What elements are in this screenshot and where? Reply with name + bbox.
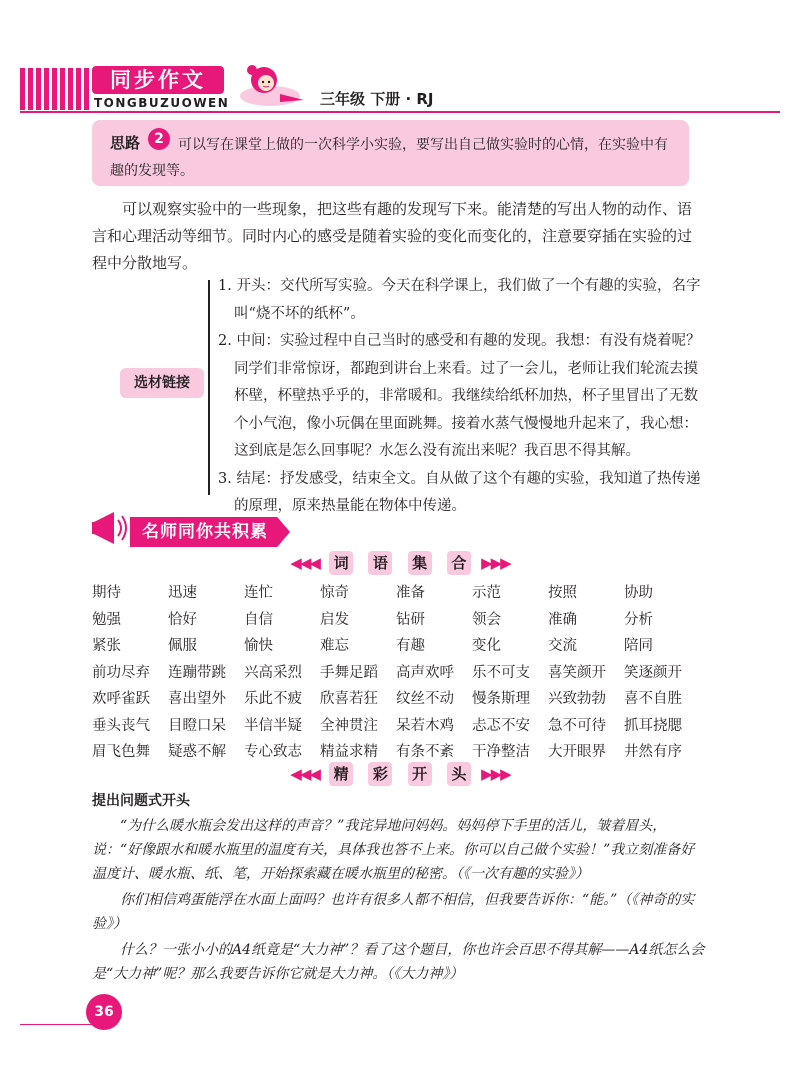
header-stripe-decoration xyxy=(20,68,90,110)
opening-paragraph: 你们相信鸡蛋能浮在水面上面吗？也许有很多人都不相信，但我要告诉你：“能。”（《神奇的实验》） xyxy=(92,892,695,932)
vocab-word: 难忘 xyxy=(320,638,349,654)
right-arrows-icon: ▶▶▶ xyxy=(481,554,510,572)
series-title: 同步作文 xyxy=(92,66,224,94)
vocab-word: 垂头丧气 xyxy=(92,717,150,734)
vocab-word: 全神贯注 xyxy=(320,717,378,734)
vocab-word: 陪同 xyxy=(624,638,653,654)
idea-text: 可以写在课堂上做的一次科学小实验，要写出自己做实验时的心情，在实验中有趣的发现等。 xyxy=(110,137,668,179)
vocab-word: 交流 xyxy=(548,638,577,654)
vocab-grid xyxy=(92,580,712,766)
vocab-word: 呆若木鸡 xyxy=(396,717,454,734)
vocab-word: 恰好 xyxy=(168,611,197,628)
left-arrows-icon: ◀◀◀ xyxy=(290,554,319,572)
vocab-word: 自信 xyxy=(244,611,273,628)
series-pinyin: TONGBUZUOWEN xyxy=(94,96,230,110)
vocab-word: 钻研 xyxy=(396,611,425,628)
vocab-word: 勉强 xyxy=(92,611,121,628)
heading-char: 词 xyxy=(329,551,353,575)
vocab-word: 乐此不疲 xyxy=(244,691,302,707)
heading-char: 开 xyxy=(408,762,432,786)
vocab-word: 连忙 xyxy=(244,585,273,601)
section-title: 名师同你共积累 xyxy=(142,522,268,542)
openings-heading xyxy=(0,762,800,786)
intro-paragraph: 可以观察实验中的一些现象，把这些有趣的发现写下来。能清楚的写出人物的动作、语言和心理活动等细节。同时内心的感受是随着实验的变化而变化的，注意要穿插在实验的过程中分散地写。 xyxy=(92,200,693,272)
vocab-word: 专心致志 xyxy=(244,744,302,760)
vocab-word: 笑逐颜开 xyxy=(624,664,682,681)
vocab-word: 喜笑颜开 xyxy=(548,664,606,681)
header-divider xyxy=(20,111,780,113)
selection-item: 2. 中间：实验过程中自己当时的感受和有趣的发现。我想：有没有烧着呢？同学们非常惊讶，都跑到讲台上来看。过了一会儿，老师让我们轮流去摸杯壁，杯壁热乎乎的，非常暖和。我继续给纸杯加热，杯子里冒出了无数个小气泡，像小玩偶在里面跳舞。接着水蒸气慢慢地升起来了，我心想：这到底是怎么回事呢？水怎么没有流出来呢？我百思不得其解。 xyxy=(218,333,701,459)
megaphone-icon xyxy=(90,506,134,550)
vocab-word: 井然有序 xyxy=(624,744,682,760)
vocab-word: 领会 xyxy=(472,611,501,628)
vocab-word: 有条不紊 xyxy=(396,744,454,760)
page-number: 36 xyxy=(86,994,122,1030)
vocab-heading xyxy=(0,551,800,575)
opening-paragraph: 什么？一张小小的A4纸竟是“大力神”？看了这个题目，你也许会百思不得其解——A4纸怎么会是“大力神”呢？那么我要告诉你它就是大力神。（《大力神》） xyxy=(92,942,705,982)
vocab-row xyxy=(92,633,712,660)
vocab-word: 忐忑不安 xyxy=(472,717,530,734)
heading-char: 头 xyxy=(447,762,471,786)
vocab-word: 急不可待 xyxy=(548,717,606,734)
vocab-word: 有趣 xyxy=(396,638,425,654)
vocab-word: 协助 xyxy=(624,585,653,601)
vocab-word: 示范 xyxy=(472,585,501,601)
vocab-word: 疑惑不解 xyxy=(168,744,226,760)
right-arrows-icon: ▶▶▶ xyxy=(481,765,510,783)
selection-brace xyxy=(208,280,218,495)
vocab-word: 眉飞色舞 xyxy=(92,744,150,760)
vocab-row xyxy=(92,686,712,713)
vocab-word: 紧张 xyxy=(92,638,121,654)
selection-item: 3. 结尾：抒发感受，结束全文。自从做了这个有趣的实验，我知道了热传递的原理，原来热量能在物体中传递。 xyxy=(218,470,701,514)
vocab-word: 惊奇 xyxy=(320,585,349,601)
vocab-word: 兴高采烈 xyxy=(244,664,302,681)
heading-char: 精 xyxy=(329,762,353,786)
vocab-word: 欢呼雀跃 xyxy=(92,691,150,707)
vocab-word: 大开眼界 xyxy=(548,744,606,760)
vocab-row xyxy=(92,660,712,687)
selection-list xyxy=(218,273,708,521)
vocab-word: 迅速 xyxy=(168,585,197,601)
grade-label: 三年级 下册 · RJ xyxy=(320,90,434,108)
vocab-word: 精益求精 xyxy=(320,744,378,760)
selection-item: 1. 开头：交代所写实验。今天在科学课上，我们做了一个有趣的实验，名字叫“烧不坏的纸杯”。 xyxy=(218,278,701,322)
vocab-word: 喜出望外 xyxy=(168,691,226,707)
vocab-row xyxy=(92,607,712,634)
vocab-word: 准备 xyxy=(396,585,425,601)
vocab-word: 兴致勃勃 xyxy=(548,691,606,707)
vocab-word: 抓耳挠腮 xyxy=(624,717,682,734)
opening-paragraph: “为什么暖水瓶会发出这样的声音？”我诧异地问妈妈。妈妈停下手里的活儿，皱着眉头，说：“好像跟水和暖水瓶里的温度有关，具体我也答不上来。你可以自己做个实验！”我立刻准备好温度计、暖水瓶、纸、笔，开始探索藏在暖水瓶里的秘密。（《一次有趣的实验》） xyxy=(92,818,695,882)
vocab-word: 喜不自胜 xyxy=(624,691,682,707)
heading-char: 合 xyxy=(447,551,471,575)
vocab-word: 欣喜若狂 xyxy=(320,691,378,707)
vocab-word: 按照 xyxy=(548,585,577,601)
vocab-word: 准确 xyxy=(548,611,577,628)
vocab-word: 愉快 xyxy=(244,638,273,654)
idea-number-badge: 2 xyxy=(148,128,170,150)
vocab-word: 变化 xyxy=(472,638,501,654)
selection-label: 选材链接 xyxy=(120,368,204,398)
vocab-word: 佩服 xyxy=(168,638,197,654)
vocab-row xyxy=(92,580,712,607)
heading-char: 语 xyxy=(368,551,392,575)
vocab-word: 高声欢呼 xyxy=(396,664,454,681)
girl-mascot-icon xyxy=(228,58,312,112)
vocab-word: 干净整洁 xyxy=(472,744,530,760)
vocab-word: 连蹦带跳 xyxy=(168,664,226,681)
openings-title: 提出问题式开头 xyxy=(92,793,190,809)
idea-label: 思路 xyxy=(110,134,141,152)
heading-char: 集 xyxy=(408,551,432,575)
vocab-word: 启发 xyxy=(320,611,349,628)
vocab-word: 分析 xyxy=(624,611,653,628)
vocab-word: 纹丝不动 xyxy=(396,691,454,707)
vocab-row xyxy=(92,713,712,740)
left-arrows-icon: ◀◀◀ xyxy=(290,765,319,783)
vocab-word: 期待 xyxy=(92,585,121,601)
vocab-word: 慢条斯理 xyxy=(472,691,530,707)
vocab-word: 手舞足蹈 xyxy=(320,664,378,681)
vocab-word: 目瞪口呆 xyxy=(168,717,226,734)
heading-char: 彩 xyxy=(368,762,392,786)
vocab-word: 半信半疑 xyxy=(244,717,302,734)
vocab-word: 乐不可支 xyxy=(472,664,530,681)
vocab-word: 前功尽弃 xyxy=(92,664,150,681)
